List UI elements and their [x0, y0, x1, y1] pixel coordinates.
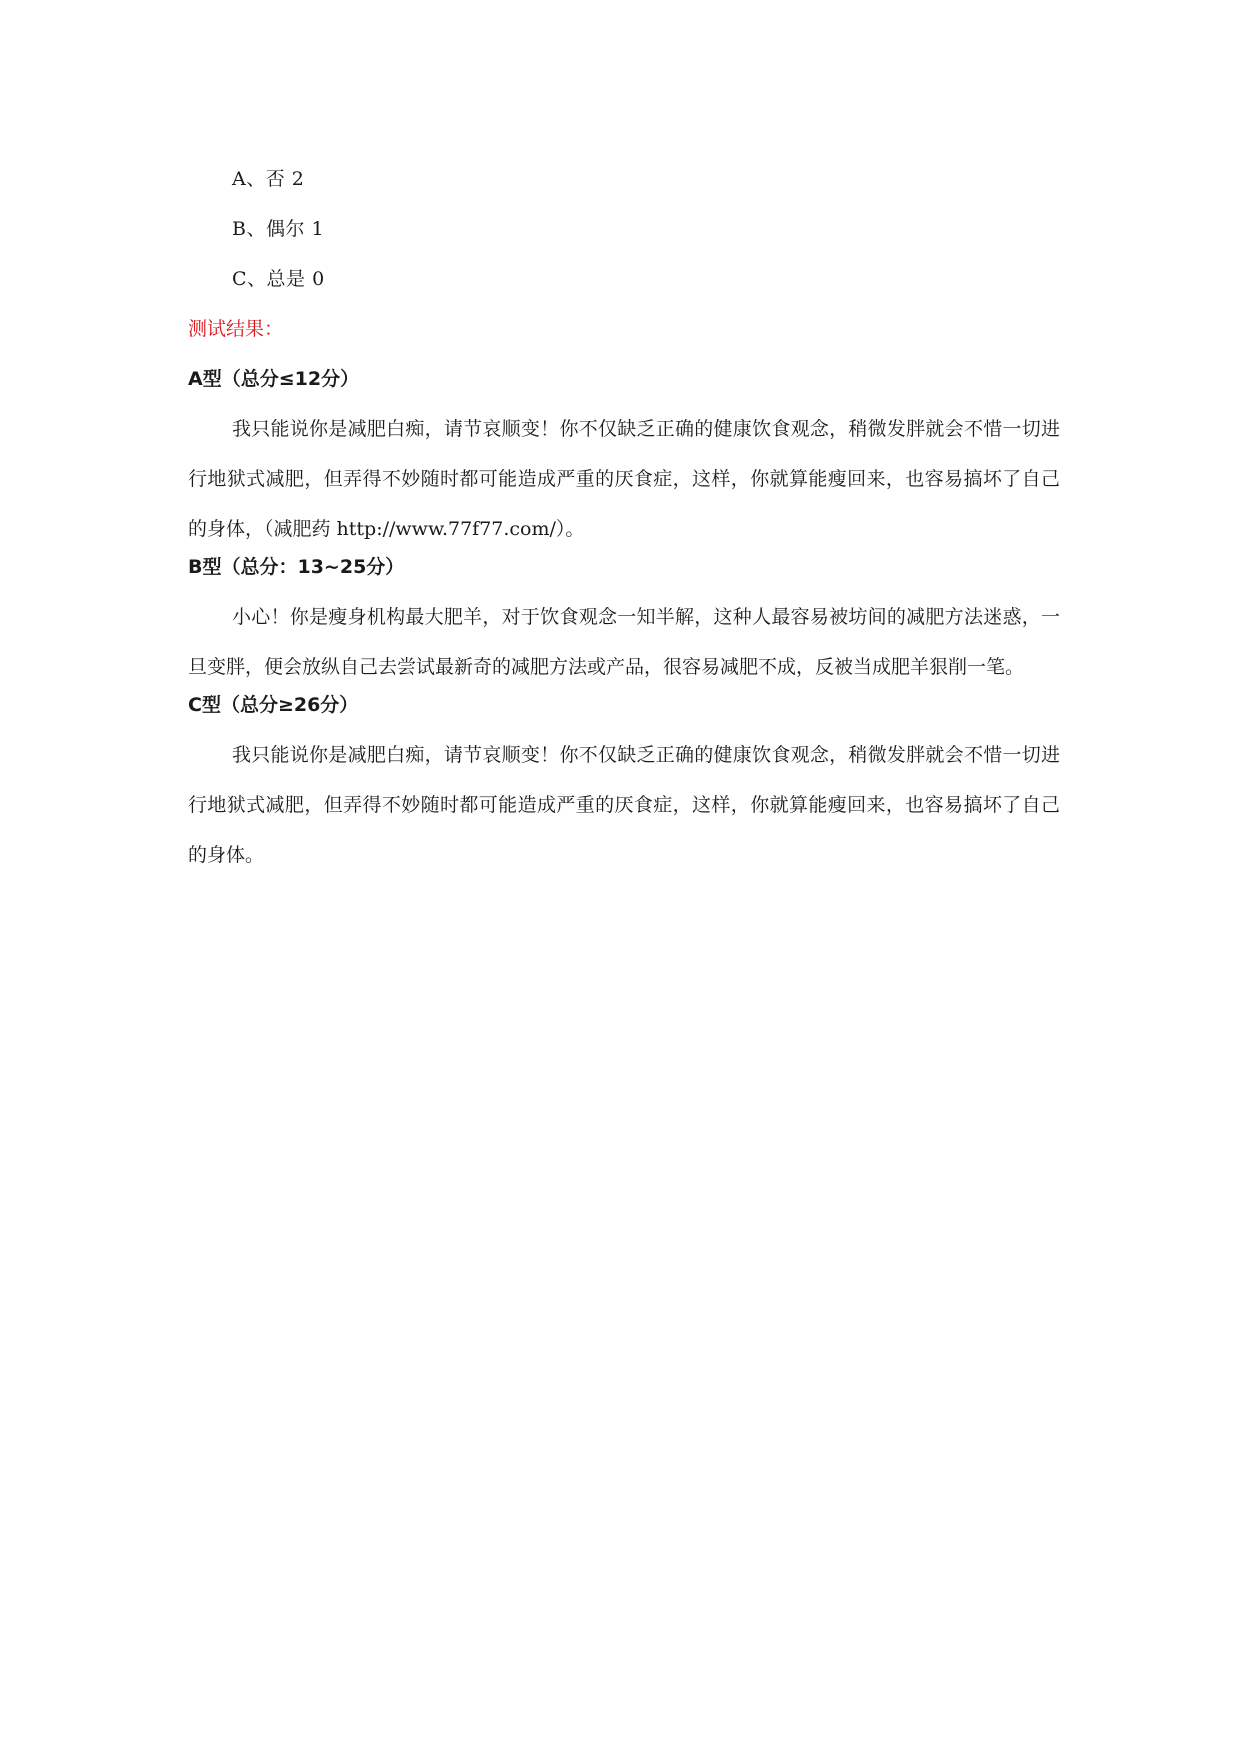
- type-a-heading: A型（总分≤12分）: [188, 368, 360, 390]
- type-c-heading: C型（总分≥26分）: [188, 694, 359, 716]
- type-b-block: [188, 592, 1060, 692]
- type-b-heading: B型（总分：13~25分）: [188, 556, 405, 578]
- document-content: [188, 166, 1060, 880]
- option-b: B、偶尔 1: [232, 218, 325, 240]
- type-a-block: [188, 404, 1060, 554]
- result-heading: 测试结果：: [188, 318, 284, 340]
- option-a: A、否 2: [232, 168, 305, 190]
- option-c: C、总是 0: [232, 268, 325, 290]
- type-c-block: [188, 730, 1060, 880]
- type-c-text: 我只能说你是减肥白痴，请节哀顺变！你不仅缺乏正确的健康饮食观念，稍微发胖就会不惜一切进行地狱式减肥，但弄得不妙随时都可能造成严重的厌食症，这样，你就算能瘦回来，也容易搞坏了自己的身体。: [188, 744, 1060, 866]
- type-a-text: 我只能说你是减肥白痴，请节哀顺变！你不仅缺乏正确的健康饮食观念，稍微发胖就会不惜一切进行地狱式减肥，但弄得不妙随时都可能造成严重的厌食症，这样，你就算能瘦回来，也容易搞坏了自己的身体，（减肥药 http://www.77f77.com/）。: [188, 418, 1060, 540]
- type-b-text: 小心！你是瘦身机构最大肥羊，对于饮食观念一知半解，这种人最容易被坊间的减肥方法迷惑，一旦变胖，便会放纵自己去尝试最新奇的减肥方法或产品，很容易减肥不成，反被当成肥羊狠削一笔。: [188, 606, 1060, 678]
